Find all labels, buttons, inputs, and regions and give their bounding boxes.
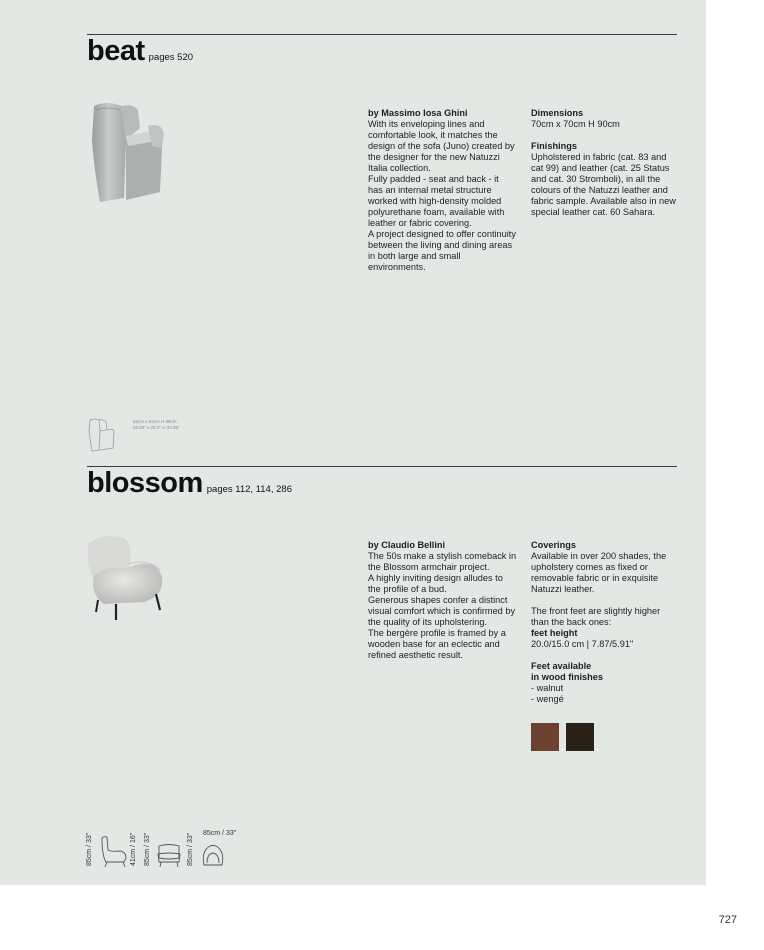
description-para: The bergère profile is framed by a wooden base for an eclectic and refined aesthetic result. bbox=[368, 628, 506, 660]
finishings-heading: Finishings bbox=[531, 141, 577, 151]
dimensions-value: 70cm x 70cm H 90cm bbox=[531, 119, 620, 129]
product-title-beat bbox=[87, 35, 193, 68]
blossom-top-view-icon bbox=[200, 843, 226, 869]
product-title-blossom bbox=[87, 467, 292, 500]
designer-name: by Claudio Bellini bbox=[368, 540, 446, 550]
finish-wenge: - wengé bbox=[531, 694, 564, 704]
small-dim-metric: 65cm x 64cm H 88cm bbox=[133, 419, 177, 424]
product-name: blossom bbox=[87, 467, 203, 499]
blossom-description-block bbox=[368, 540, 518, 661]
product-pages: pages 520 bbox=[148, 52, 194, 63]
small-dim-imperial: 25.59" x 25.2" H 34.65" bbox=[133, 425, 180, 430]
blossom-chair-image bbox=[84, 532, 168, 622]
beat-specs-block bbox=[531, 108, 679, 218]
description-para: Generous shapes confer a distinct visual comfort which is confirmed by the quality of its upholstering. bbox=[368, 595, 516, 627]
product-name: beat bbox=[87, 35, 145, 67]
beat-small-dimensions bbox=[133, 419, 180, 431]
description-para: A highly inviting design alludes to the profile of a bud. bbox=[368, 573, 503, 594]
finishings-text: Upholstered in fabric (cat. 83 and cat 99) and leather (cat. 25 Status and cat. 30 Stromboli), in all the colours of the Natuzzi leather and fabric sample. Available also in new special leather cat. 60 Sahara. bbox=[531, 152, 676, 217]
designer-name: by Massimo Iosa Ghini bbox=[368, 108, 468, 118]
blossom-side-view-icon bbox=[98, 834, 130, 868]
walnut-swatch bbox=[531, 723, 559, 751]
product-pages: pages 112, 114, 286 bbox=[206, 484, 292, 495]
description-para: With its enveloping lines and comfortable look, it matches the design of the sofa (Juno) created by the designer for the new Natuzzi Italia collection. bbox=[368, 119, 515, 173]
beat-chair-image bbox=[86, 100, 166, 204]
finish-walnut: - walnut bbox=[531, 683, 564, 693]
dim-label-height-2: 85cm / 33" bbox=[144, 832, 151, 866]
wenge-swatch bbox=[566, 723, 594, 751]
dim-label-seat: 41cm / 16" bbox=[130, 832, 137, 866]
feet-note: The front feet are slightly higher than the back ones: bbox=[531, 606, 661, 627]
feet-available-heading-2: in wood finishes bbox=[531, 672, 603, 682]
feet-available-heading: Feet available bbox=[531, 661, 592, 671]
blossom-specs-block bbox=[531, 540, 679, 705]
blossom-front-view-icon bbox=[156, 842, 182, 868]
feet-height-value: 20.0/15.0 cm | 7.87/5.91" bbox=[531, 639, 634, 649]
dimensions-heading: Dimensions bbox=[531, 108, 584, 118]
dim-label-height: 85cm / 33" bbox=[86, 832, 93, 866]
dim-label-depth: 85cm / 33" bbox=[187, 832, 194, 866]
beat-line-drawing-icon bbox=[87, 417, 117, 453]
coverings-heading: Coverings bbox=[531, 540, 576, 550]
feet-height-heading: feet height bbox=[531, 628, 578, 638]
beat-description-block bbox=[368, 108, 516, 273]
coverings-text: Available in over 200 shades, the upholstery comes as fixed or removable fabric or in exquisite Natuzzi leather. bbox=[531, 551, 667, 594]
description-para: A project designed to offer continuity between the living and dining areas in both large and small environments. bbox=[368, 229, 516, 272]
dim-label-width: 85cm / 33" bbox=[203, 830, 237, 837]
description-para: The 50s make a stylish comeback in the Blossom armchair project. bbox=[368, 551, 517, 572]
page-number: 727 bbox=[718, 914, 737, 926]
description-para: Fully padded - seat and back - it has an internal metal structure worked with high-density molded polyurethane foam, available with leather or fabric covering. bbox=[368, 174, 505, 228]
